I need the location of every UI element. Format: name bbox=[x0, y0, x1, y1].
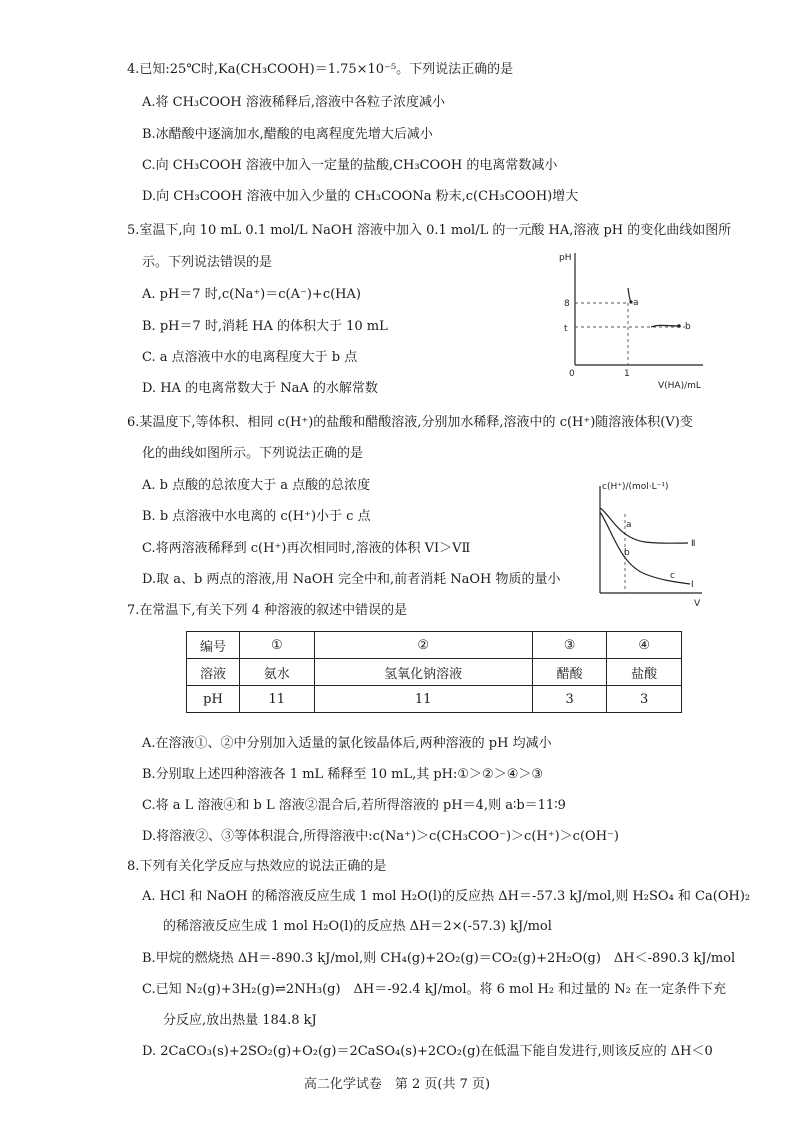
table-cell: ③ bbox=[532, 632, 607, 659]
q5-y-label: pH bbox=[559, 253, 572, 263]
q6-point-a-label: a bbox=[626, 520, 632, 530]
q5-point-b-marker bbox=[677, 324, 681, 328]
table-cell: 氢氧化钠溶液 bbox=[314, 659, 532, 686]
q6-option-a: A. b 点酸的总浓度大于 a 点酸的总浓度 bbox=[142, 478, 371, 493]
q6-option-c: C.将两溶液稀释到 c(H⁺)再次相同时,溶液的体积 VⅠ＞VⅡ bbox=[142, 541, 471, 556]
q5-ph-graph bbox=[555, 248, 715, 390]
q6-stem: 6.某温度下,等体积、相同 c(H⁺)的盐酸和醋酸溶液,分别加水稀释,溶液中的 c(H⁺)随溶液体积(V)变 bbox=[127, 415, 693, 430]
q4-option-d: D.向 CH₃COOH 溶液中加入少量的 CH₃COONa 粉末,c(CH₃COOH)增大 bbox=[142, 189, 579, 204]
q5-curve-upper bbox=[628, 288, 631, 302]
q7-option-b: B.分别取上述四种溶液各 1 mL 稀释至 10 mL,其 pH:①＞②＞④＞③ bbox=[142, 767, 544, 782]
q8-option-d: D. 2CaCO₃(s)+2SO₂(g)+O₂(g)＝2CaSO₄(s)+2CO₂(g)在低温下能自发进行,则该反应的 ΔH＜0 bbox=[142, 1044, 713, 1059]
q7-option-d: D.将溶液②、③等体积混合,所得溶液中:c(Na⁺)＞c(CH₃COO⁻)＞c(H⁺)＞c(OH⁻) bbox=[142, 829, 619, 844]
q5-point-b-label: b bbox=[685, 322, 691, 332]
table-cell: 11 bbox=[240, 686, 315, 713]
q6-ch-graph bbox=[590, 476, 720, 608]
table-row-label: pH bbox=[187, 686, 240, 713]
table-row bbox=[187, 686, 682, 713]
q5-option-c: C. a 点溶液中水的电离程度大于 b 点 bbox=[142, 350, 358, 365]
q6-y-label: c(H⁺)/(mol·L⁻¹) bbox=[602, 482, 669, 492]
q5-option-b: B. pH＝7 时,消耗 HA 的体积大于 10 mL bbox=[142, 319, 388, 334]
q8-option-c: C.已知 N₂(g)+3H₂(g)⇌2NH₃(g) ΔH＝-92.4 kJ/mol。将 6 mol H₂ 和过量的 N₂ 在一定条件下充 bbox=[142, 982, 727, 997]
table-row-label: 编号 bbox=[187, 632, 240, 659]
q5-option-a: A. pH＝7 时,c(Na⁺)＝c(A⁻)+c(HA) bbox=[142, 287, 361, 302]
page-footer: 高二化学试卷 第 2 页(共 7 页) bbox=[303, 1077, 491, 1092]
q8-option-b: B.甲烷的燃烧热 ΔH＝-890.3 kJ/mol,则 CH₄(g)+2O₂(g)＝CO₂(g)+2H₂O(g) ΔH＜-890.3 kJ/mol bbox=[142, 951, 736, 966]
q6-curve-ii-label: Ⅱ bbox=[691, 539, 696, 549]
q5-x-label: V(HA)/mL bbox=[658, 381, 701, 390]
q7-stem: 7.在常温下,有关下列 4 种溶液的叙述中错误的是 bbox=[127, 603, 408, 618]
table-cell: 氨水 bbox=[240, 659, 315, 686]
q5-point-a-label: a bbox=[633, 298, 639, 308]
table-row bbox=[187, 632, 682, 659]
q5-tick-t: t bbox=[564, 324, 568, 334]
q6-option-b: B. b 点溶液中水电离的 c(H⁺)小于 c 点 bbox=[142, 509, 371, 524]
q7-option-a: A.在溶液①、②中分别加入适量的氯化铵晶体后,两种溶液的 pH 均减小 bbox=[142, 736, 552, 751]
q4-option-b: B.冰醋酸中逐滴加水,醋酸的电离程度先增大后减小 bbox=[142, 127, 433, 142]
table-cell: 盐酸 bbox=[607, 659, 682, 686]
table-cell: ② bbox=[314, 632, 532, 659]
q6-x-label: V bbox=[694, 599, 701, 608]
q6-curve-i-label: Ⅰ bbox=[691, 580, 694, 590]
q6-point-c-label: c bbox=[670, 571, 675, 581]
q5-stem: 5.室温下,向 10 mL 0.1 mol/L NaOH 溶液中加入 0.1 mol/L 的一元酸 HA,溶液 pH 的变化曲线如图所 bbox=[127, 223, 732, 238]
q5-tick-1: 1 bbox=[624, 369, 630, 379]
q7-option-c: C.将 a L 溶液④和 b L 溶液②混合后,若所得溶液的 pH＝4,则 a∶b＝11∶9 bbox=[142, 798, 566, 813]
table-cell: 醋酸 bbox=[532, 659, 607, 686]
table-cell: 3 bbox=[532, 686, 607, 713]
q5-option-d: D. HA 的电离常数大于 NaA 的水解常数 bbox=[142, 381, 378, 396]
q5-tick-8: 8 bbox=[564, 299, 570, 309]
q8-option-c-cont: 分反应,放出热量 184.8 kJ bbox=[163, 1013, 317, 1028]
q6-option-d: D.取 a、b 两点的溶液,用 NaOH 完全中和,前者消耗 NaOH 物质的量小 bbox=[142, 572, 561, 587]
q5-stem-cont: 示。下列说法错误的是 bbox=[142, 255, 273, 270]
q7-solution-table bbox=[186, 631, 682, 713]
table-row bbox=[187, 659, 682, 686]
table-cell: ④ bbox=[607, 632, 682, 659]
q4-option-a: A.将 CH₃COOH 溶液稀释后,溶液中各粒子浓度减小 bbox=[142, 95, 446, 110]
table-cell: 11 bbox=[314, 686, 532, 713]
q5-origin: 0 bbox=[569, 369, 575, 379]
q6-point-b-label: b bbox=[624, 548, 630, 558]
q4-stem: 4.已知:25℃时,Ka(CH₃COOH)＝1.75×10⁻⁵。下列说法正确的是 bbox=[127, 62, 514, 77]
table-cell: ① bbox=[240, 632, 315, 659]
q6-stem-cont: 化的曲线如图所示。下列说法正确的是 bbox=[142, 446, 364, 461]
q4-option-c: C.向 CH₃COOH 溶液中加入一定量的盐酸,CH₃COOH 的电离常数减小 bbox=[142, 158, 558, 173]
q8-option-a: A. HCl 和 NaOH 的稀溶液反应生成 1 mol H₂O(l)的反应热 ΔH＝-57.3 kJ/mol,则 H₂SO₄ 和 Ca(OH)₂ bbox=[142, 889, 751, 904]
q8-option-a-cont: 的稀溶液反应生成 1 mol H₂O(l)的反应热 ΔH＝2×(-57.3) kJ/mol bbox=[163, 919, 552, 934]
table-cell: 3 bbox=[607, 686, 682, 713]
q8-stem: 8.下列有关化学反应与热效应的说法正确的是 bbox=[127, 859, 387, 874]
table-row-label: 溶液 bbox=[187, 659, 240, 686]
